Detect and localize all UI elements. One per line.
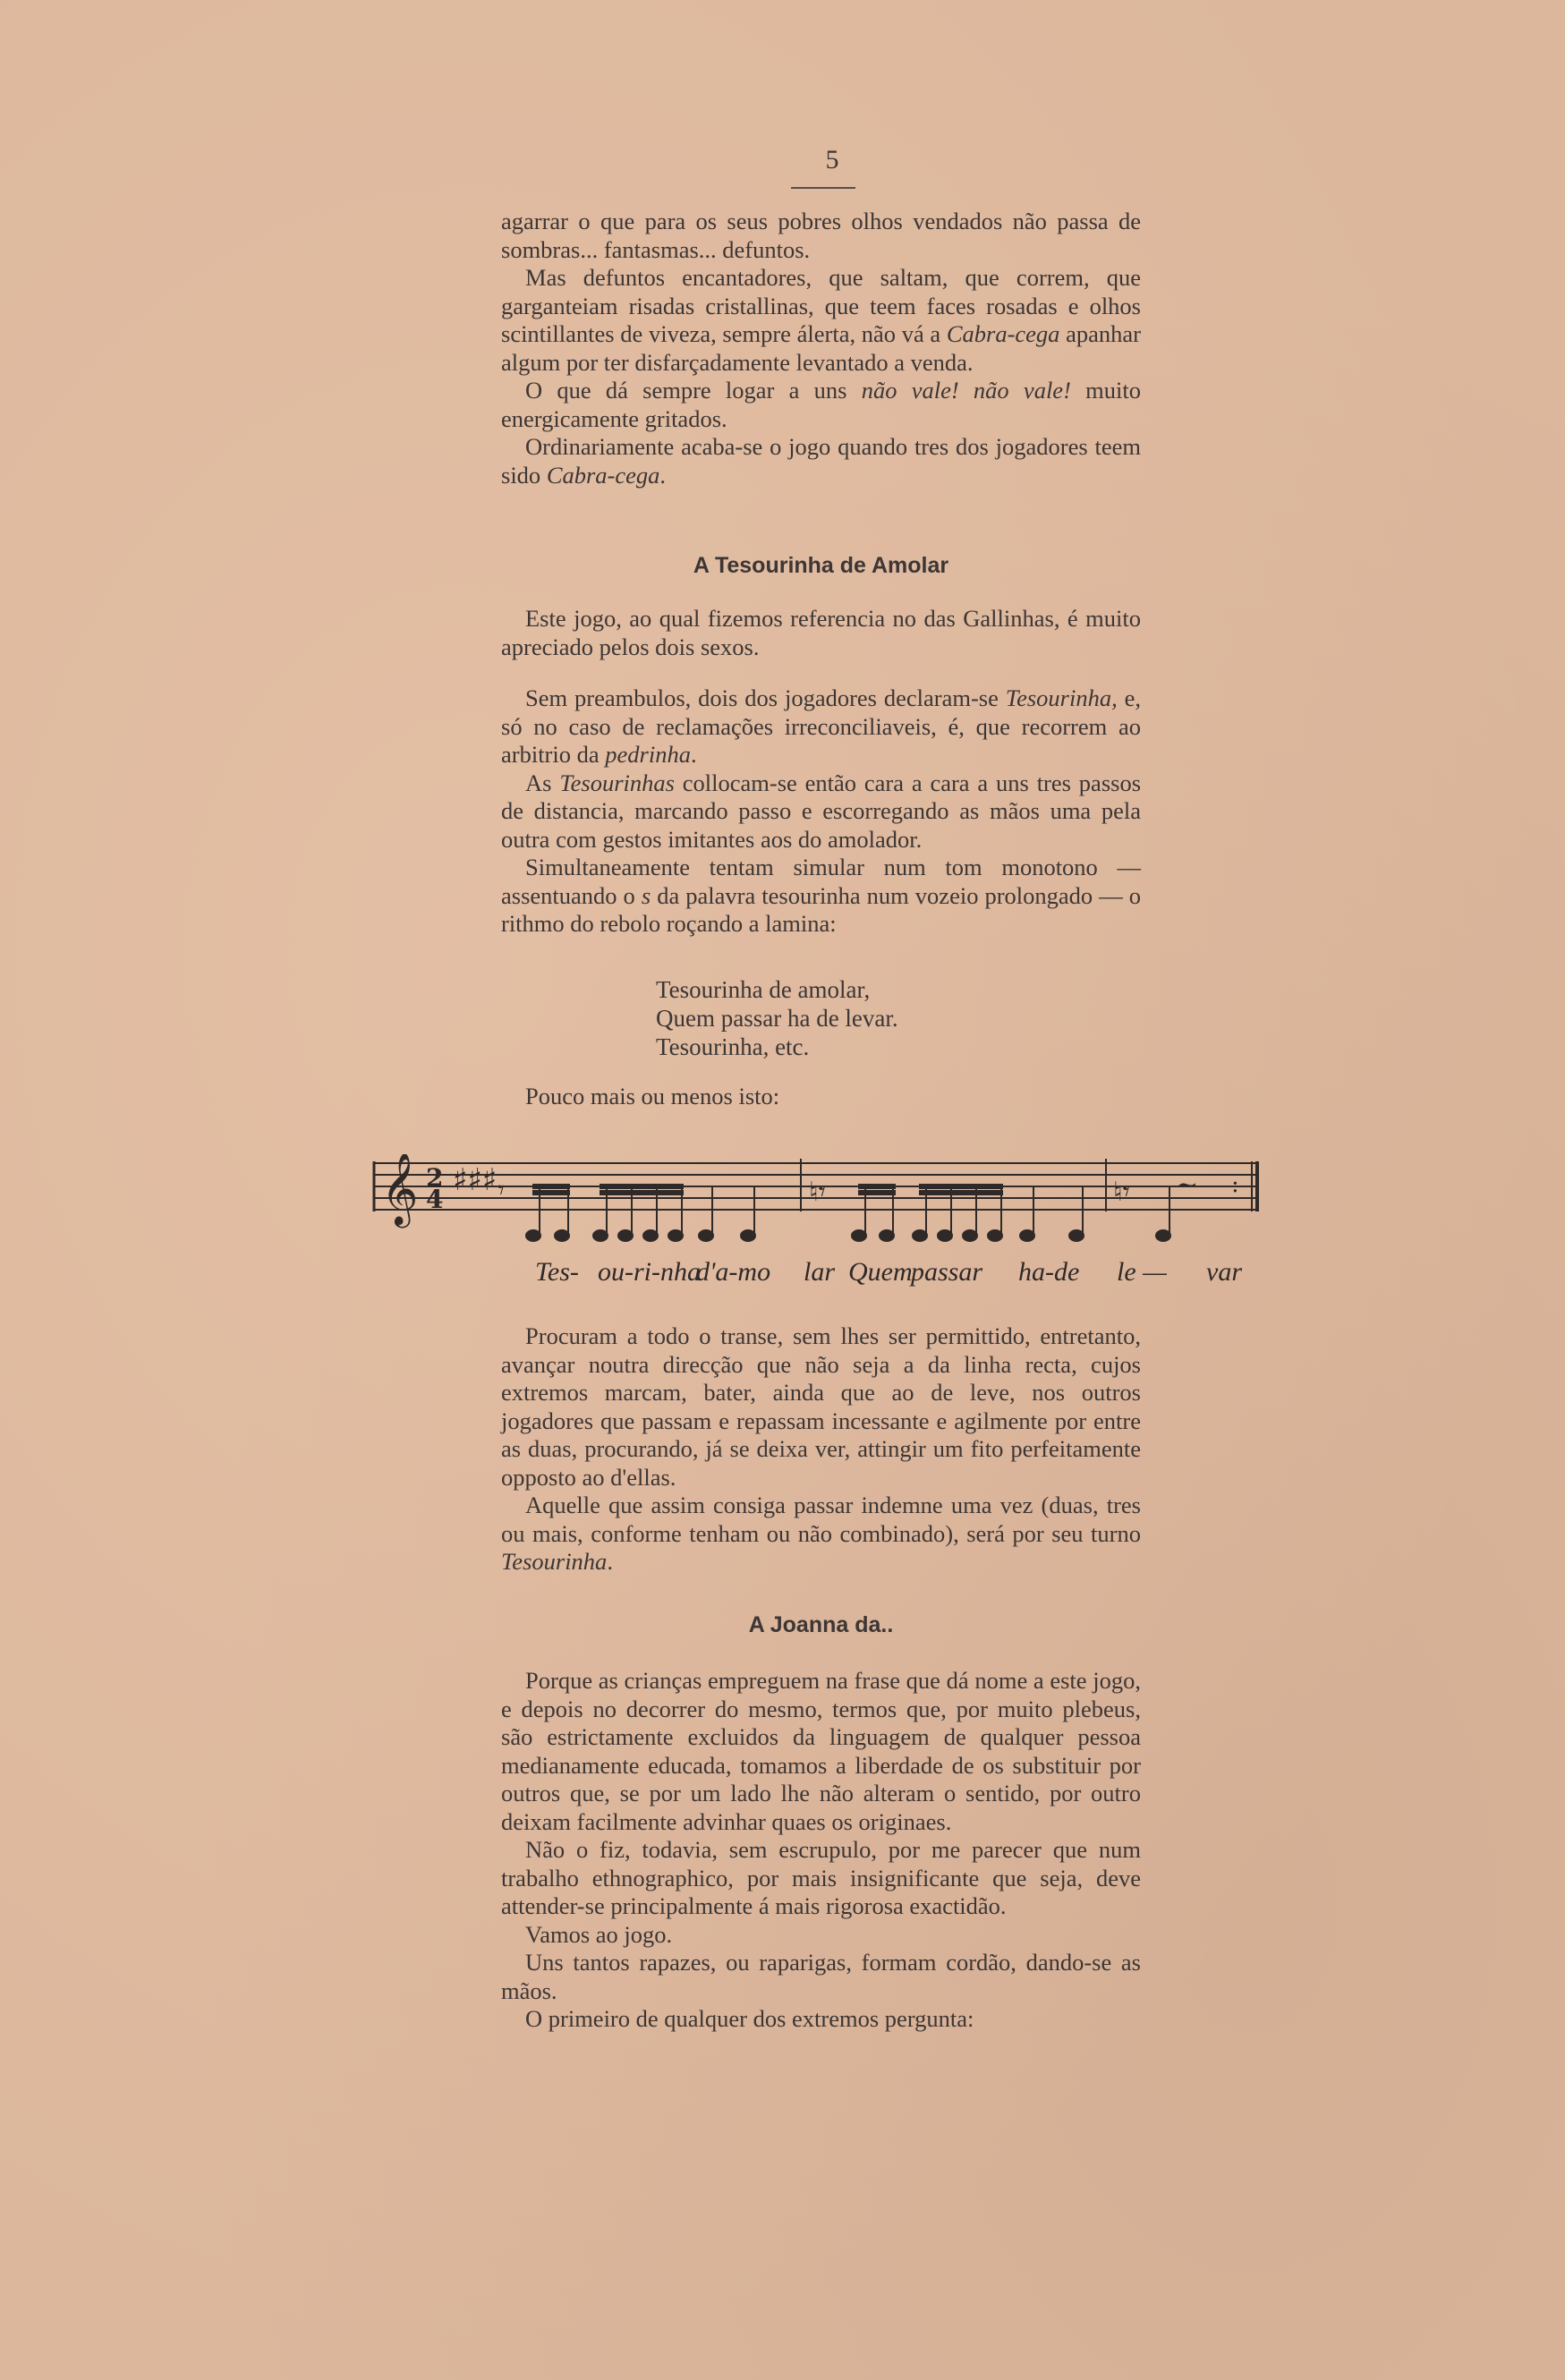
paragraph [501,684,1141,769]
text: Simultaneamente tentam simular num tom monotono — assentuando o [501,854,1141,909]
paragraph: Pouco mais ou menos isto: [525,1083,780,1109]
text: . [607,1548,613,1575]
italic-term: Cabra-cega [946,320,1060,347]
italic-term: não vale! não vale! [861,377,1071,404]
lyric-syllable: passar [911,1257,983,1287]
music-staff [365,1154,1260,1253]
verse [656,975,898,1061]
text: Procuram a todo o transe, sem lhes ser permittido, entretanto, avançar noutra direcção que não seja a da linha recta, cujos extremos marcam, bater, ainda que ao de leve, nos outros jogadores que passam e repassam incessante e agilmente por entre as duas, procurando, já se deixa ver, attingir um fito perfeitamente opposto ao d'ellas. [501,1322,1141,1491]
verse-line: Tesourinha, etc. [656,1033,810,1060]
text: As [525,769,560,796]
svg-text:♯♯♯: ♯♯♯ [453,1162,498,1198]
paragraph [501,1322,1141,1492]
text: Ordinariamente acaba-se o jogo quando tres dos jogadores teem sido [501,433,1141,489]
paragraph [501,208,1141,264]
paragraph: Vamos ao jogo. [525,1920,673,1948]
italic-term: Cabra-cega [546,461,660,489]
lyric-syllable: le — [1117,1257,1167,1287]
paragraph [501,1492,1141,1577]
text: apanhar algum por ter disfarçadamente levantado a venda. [501,320,1141,376]
lyric-syllable: ou-ri-nha [598,1257,701,1287]
page-number-rule [791,187,855,189]
text: Sem preambulos, dois dos jogadores declaram-se [525,684,1006,711]
paragraph [501,769,1141,854]
svg-text:♮𝄾: ♮𝄾 [1113,1177,1130,1208]
text: Mas defuntos encantadores, que saltam, que correm, que garganteiam risadas cristallinas, que teem faces rosadas e olhos scintillantes de viveza, sempre álerta, não vá a [501,264,1141,347]
text-block-6 [501,1667,1141,2034]
page-number: 5 [825,145,839,174]
lyric-syllable: ha-de [1018,1257,1080,1287]
text-block-5 [501,1322,1141,1577]
paragraph [501,854,1141,939]
italic-term: pedrinha [605,741,691,768]
italic-term: s [641,881,651,909]
text-block-3 [501,684,1141,939]
text: . [659,461,667,489]
paragraph [501,433,1141,489]
lyric-syllable: var [1206,1257,1242,1287]
text: e, só no caso de reclamações irreconciliaveis, é, que recorrem ao arbitrio da [501,684,1142,768]
text: O que dá sempre logar a uns [525,377,862,404]
svg-text:♮𝄾: ♮𝄾 [809,1177,826,1208]
paragraph: Porque as crianças empreguem na frase que dá nome a este jogo, e depois no decorrer do mesmo, termos que, por muito plebeus, são estrictamente excluidos da linguagem de qualquer pessoa medianamente educada, tomamos a liberdade de os substituir por outros que, se por um lado lhe não alteram o sentido, por outro deixam facilmente advinhar quaes os originaes. [501,1667,1141,1835]
svg-text::: : [1231,1171,1239,1198]
italic-term: Tesourinhas [559,769,675,796]
paragraph: O primeiro de qualquer dos extremos pergunta: [525,2005,974,2032]
text: muito energicamente gritados. [501,377,1141,432]
paragraph [501,264,1141,377]
svg-text:2: 2 [426,1163,444,1193]
lyric-syllable: Tes- [535,1257,579,1287]
text: . [690,741,697,768]
lyric-syllable: d'a-mo [696,1257,771,1287]
lyric-syllable: lar [804,1257,836,1287]
section-heading: A Tesourinha de Amolar [693,553,949,578]
text: agarrar o que para os seus pobres olhos vendados não passa de sombras... fantasmas... defuntos. [501,208,1141,263]
italic-term: Tesourinha [501,1548,608,1575]
lyric-syllable: Quem [848,1257,913,1287]
text-block-2 [501,605,1141,661]
svg-text:4: 4 [426,1185,444,1214]
text: da palavra tesourinha num vozeio prolongado — o rithmo do rebolo roçando a lamina: [501,881,1141,937]
text-block-4 [501,1083,1141,1111]
svg-text:𝄾: 𝄾 [498,1175,505,1206]
paragraph: Uns tantos rapazes, ou raparigas, formam cordão, dando-se as mãos. [501,1949,1141,2004]
verse-line: Tesourinha de amolar, [656,976,871,1003]
svg-text:~: ~ [1176,1169,1199,1201]
svg-text:𝄞: 𝄞 [381,1154,419,1225]
text-block-1 [501,208,1141,489]
text: Aquelle que assim consiga passar indemne uma vez (duas, tres ou mais, conforme tenham ou não combinado), será por seu turno [501,1492,1141,1547]
text: collocam-se então cara a cara a uns tres passos de distancia, marcando passo e escorregando as mãos uma pela outra com gestos imitantes aos do amolador. [501,769,1142,853]
paragraph: Não o fiz, todavia, sem escrupulo, por me parecer que num trabalho ethnographico, por mais insignificante que seja, deve attender-se principalmente á mais rigorosa exactidão. [501,1836,1141,1919]
paragraph: Este jogo, ao qual fizemos referencia no das Gallinhas, é muito apreciado pelos dois sexos. [501,605,1141,660]
italic-term: Tesourinha, [1005,684,1118,711]
paragraph [501,377,1141,433]
verse-line: Quem passar ha de levar. [656,1005,898,1032]
section-heading: A Joanna da.. [748,1612,894,1637]
